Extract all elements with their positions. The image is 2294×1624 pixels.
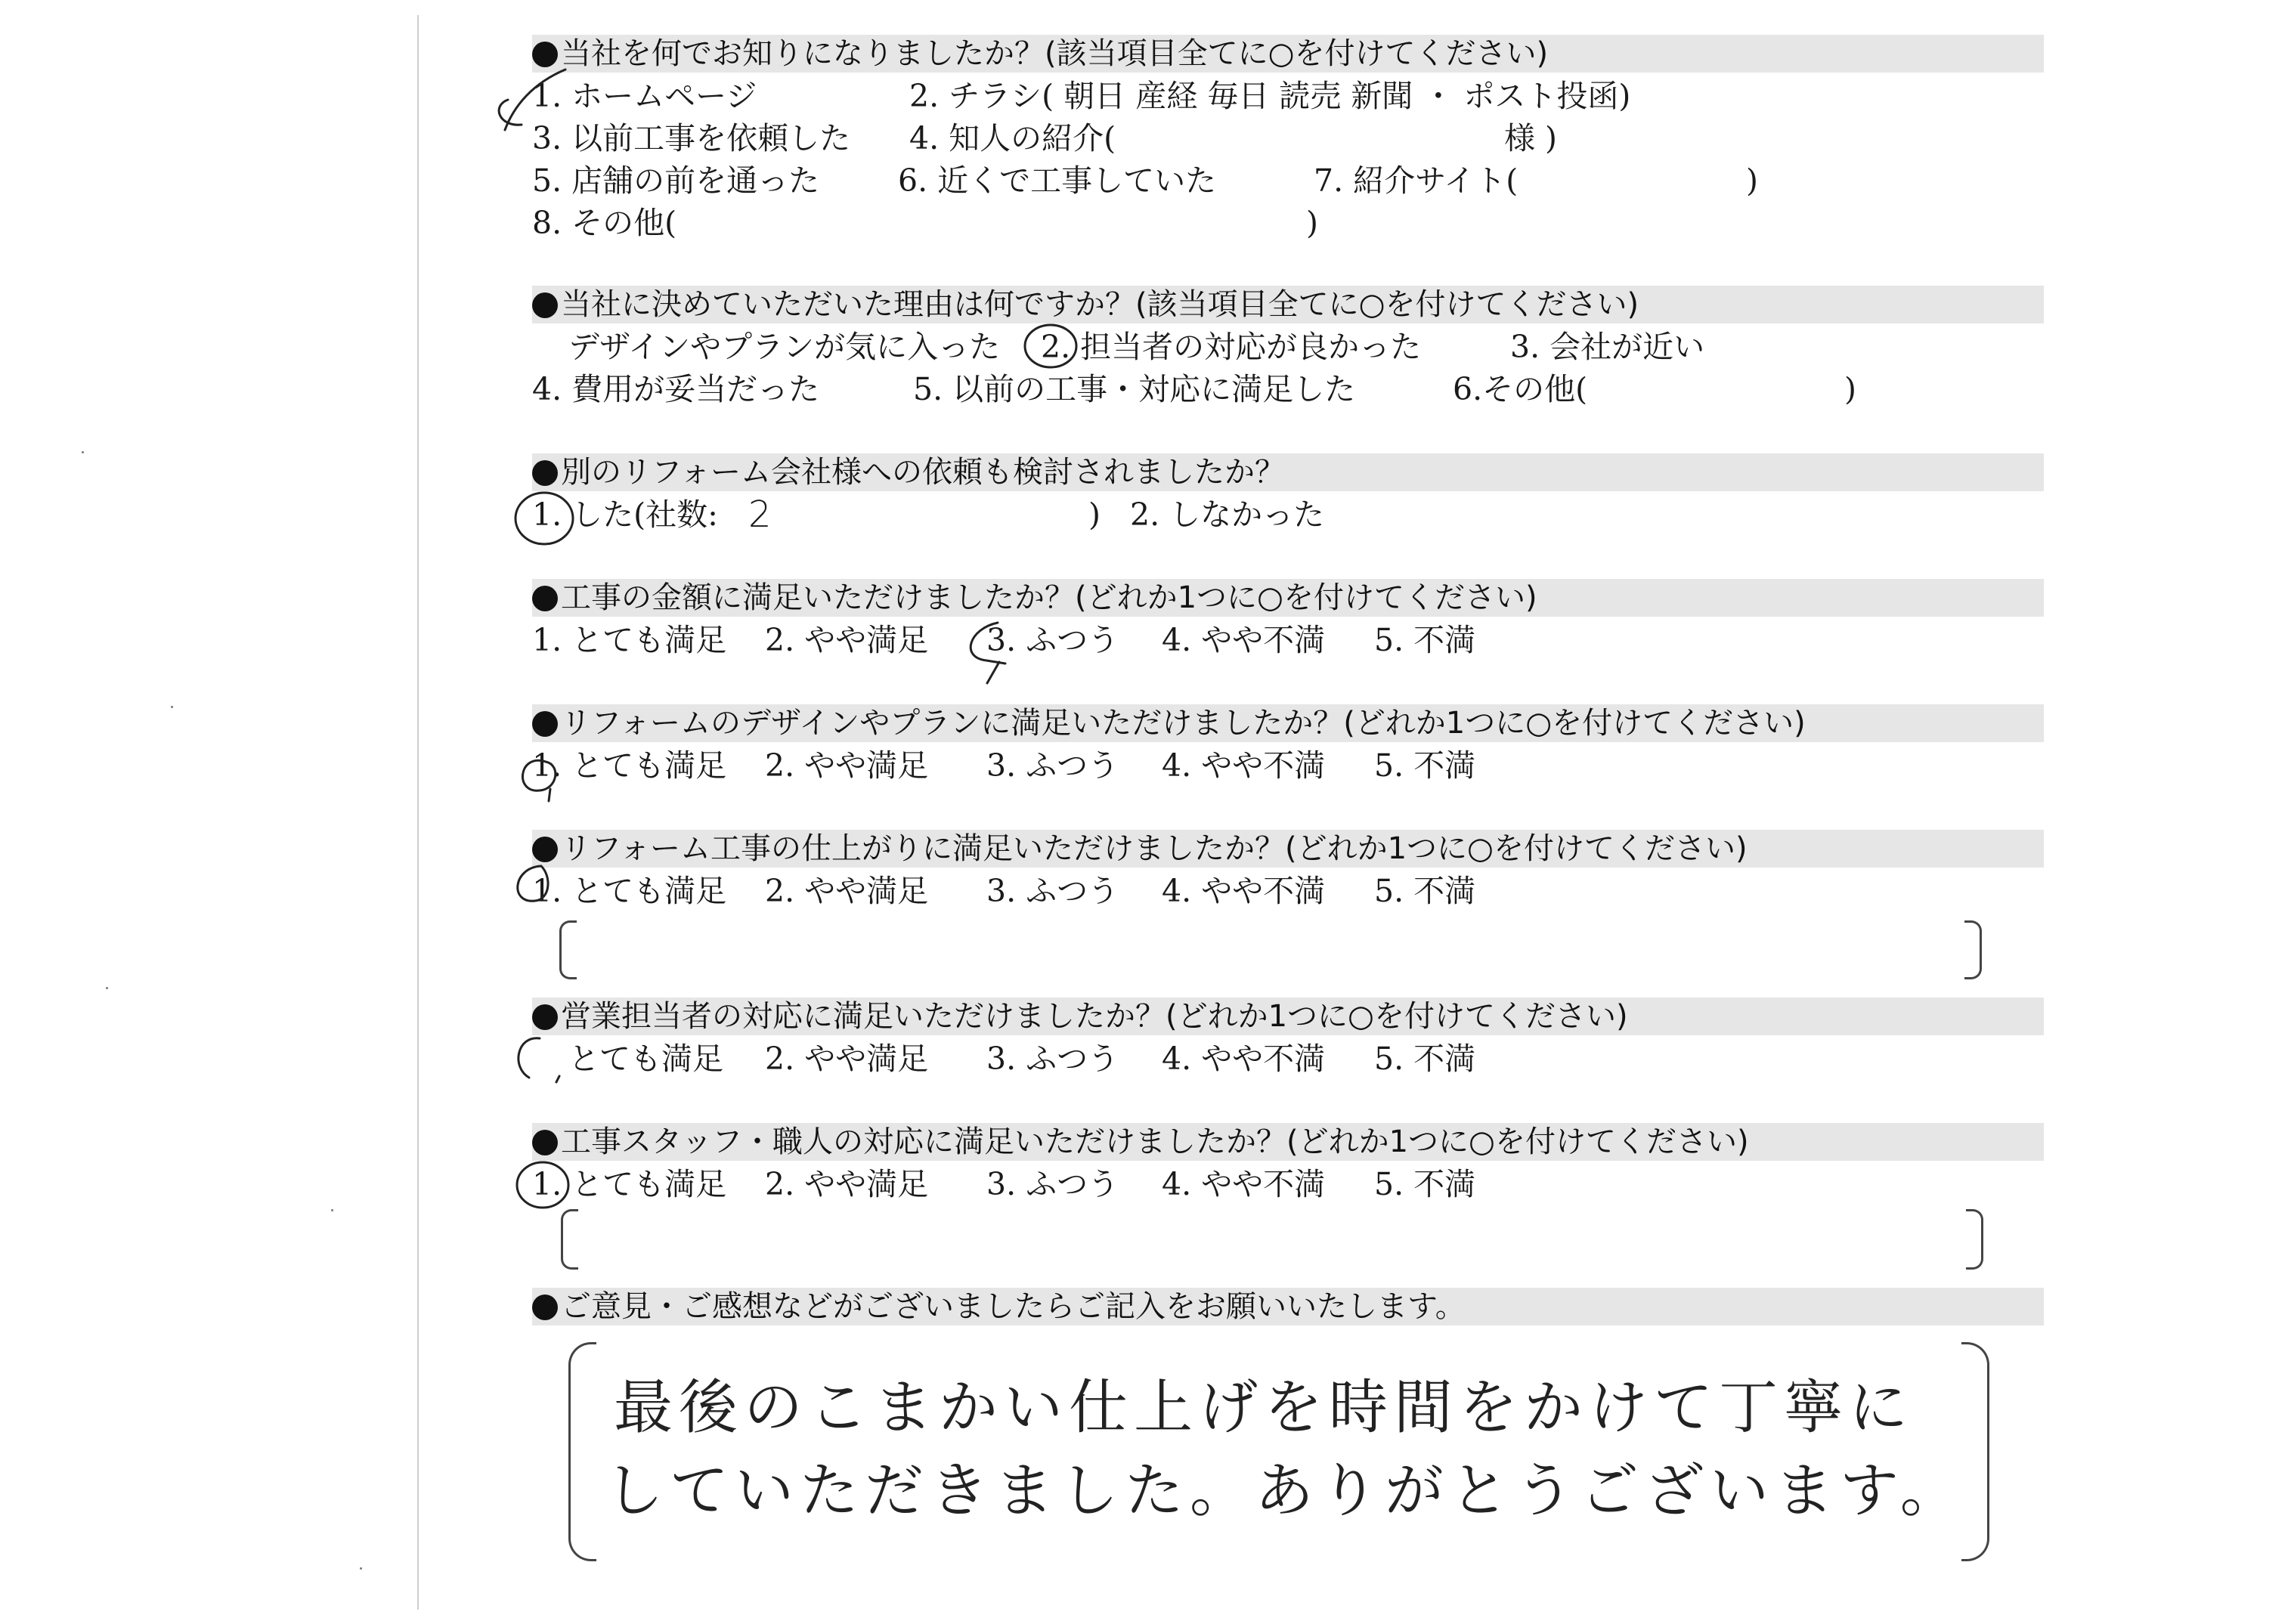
q8-option-5[interactable]: 5. 不満	[1374, 1166, 1476, 1202]
q1-option-flyer[interactable]: 2. チラシ( 朝日 産経 毎日 読売 新聞 ・ ポスト投函)	[909, 78, 1631, 114]
q5-option-2[interactable]: 2. やや満足	[765, 747, 929, 784]
q8-option-1[interactable]: 1. とても満足	[532, 1166, 727, 1202]
q5-option-3[interactable]: 3. ふつう	[986, 747, 1119, 784]
q4-header: 工事の金額に満足いただけましたか？(どれか1つに○を付けてください)	[532, 579, 2044, 617]
q6-option-5[interactable]: 5. 不満	[1374, 873, 1476, 909]
q3-option-yes[interactable]: 1. した(社数:	[532, 496, 718, 533]
q8-header: 工事スタッフ・職人の対応に満足いただけましたか？(どれか1つに○を付けてください)	[532, 1123, 2044, 1161]
q7-header: 営業担当者の対応に満足いただけましたか？(どれか1つに○を付けてください)	[532, 998, 2044, 1035]
q3-paren-close: )	[1088, 496, 1101, 533]
q1-paren-close: )	[1746, 162, 1758, 199]
q2-option-cost[interactable]: 4. 費用が妥当だった	[532, 371, 820, 407]
q7-option-1[interactable]: とても満足	[568, 1041, 723, 1077]
q8-option-4[interactable]: 4. やや不満	[1162, 1166, 1326, 1202]
q6-option-3[interactable]: 3. ふつう	[986, 873, 1119, 909]
q4-option-3[interactable]: 3. ふつう	[986, 622, 1119, 658]
q1-option-referral[interactable]: 4. 知人の紹介(	[909, 120, 1116, 156]
q5-header: リフォームのデザインやプランに満足いただけましたか？(どれか1つに○を付けてください)	[532, 704, 2044, 742]
q3-header: 別のリフォーム会社様への依頼も検討されましたか？	[532, 453, 2044, 491]
q7-circle-mark	[519, 1038, 559, 1082]
q7-option-4[interactable]: 4. やや不満	[1162, 1041, 1326, 1077]
q2-option-close[interactable]: 3. 会社が近い	[1510, 329, 1705, 365]
comments-header: ご意見・ご感想などがございましたらご記入をお願いいたします。	[532, 1288, 2044, 1325]
comment-line-1: 最後のこまかい仕上げを時間をかけて丁寧に	[614, 1374, 1915, 1442]
q2-option-other[interactable]: 6.その他(	[1453, 371, 1588, 407]
q8-circle-mark	[517, 1162, 568, 1208]
q1-option-nearby-work[interactable]: 6. 近くで工事していた	[898, 162, 1217, 199]
q1-option-other[interactable]: 8. その他(	[532, 205, 677, 241]
q2-option-staff[interactable]: 2. 担当者の対応が良かった	[1041, 329, 1422, 365]
q6-option-1[interactable]: 1. とても満足	[532, 873, 727, 909]
q3-company-count[interactable]: 2	[748, 493, 772, 536]
comment-line-2: していただきました。ありがとうございます。	[605, 1457, 1965, 1525]
q2-option-design[interactable]: デザインやプランが気に入った	[568, 329, 1001, 365]
q5-option-5[interactable]: 5. 不満	[1374, 747, 1476, 784]
q2-paren-close: )	[1844, 371, 1856, 407]
q5-option-1[interactable]: 1. とても満足	[532, 747, 727, 784]
q8-option-2[interactable]: 2. やや満足	[765, 1166, 929, 1202]
q4-option-1[interactable]: 1. とても満足	[532, 622, 727, 658]
q7-option-5[interactable]: 5. 不満	[1374, 1041, 1476, 1077]
q1-option-previous-work[interactable]: 3. 以前工事を依頼した	[532, 120, 851, 156]
q1-option-homepage[interactable]: 1. ホームページ	[532, 78, 757, 114]
q4-option-2[interactable]: 2. やや満足	[765, 622, 929, 658]
q6-option-2[interactable]: 2. やや満足	[765, 873, 929, 909]
q1-check-mark	[499, 70, 565, 130]
q4-check-mark	[971, 623, 1005, 683]
q6-option-4[interactable]: 4. やや不満	[1162, 873, 1326, 909]
q8-option-3[interactable]: 3. ふつう	[986, 1166, 1119, 1202]
q1-header: 当社を何でお知りになりましたか？(該当項目全てに○を付けてください)	[532, 35, 2044, 73]
q5-option-4[interactable]: 4. やや不満	[1162, 747, 1326, 784]
q2-option-previous[interactable]: 5. 以前の工事・対応に満足した	[913, 371, 1356, 407]
q1-paren-close: )	[1306, 205, 1318, 241]
q6-header: リフォーム工事の仕上がりに満足いただけましたか？(どれか1つに○を付けてください)	[532, 830, 2044, 868]
q4-option-4[interactable]: 4. やや不満	[1162, 622, 1326, 658]
q7-option-2[interactable]: 2. やや満足	[765, 1041, 929, 1077]
q3-option-no[interactable]: 2. しなかった	[1130, 496, 1325, 533]
q5-circle-mark	[522, 760, 555, 801]
q3-circle-mark	[515, 493, 573, 544]
q1-option-storefront[interactable]: 5. 店舗の前を通った	[532, 162, 820, 199]
q1-referral-suffix: 様 )	[1504, 120, 1558, 156]
q6-circle-mark	[518, 866, 548, 901]
q2-circle-mark	[1025, 325, 1076, 367]
q2-header: 当社に決めていただいた理由は何ですか？(該当項目全てに○を付けてください)	[532, 286, 2044, 323]
q4-option-5[interactable]: 5. 不満	[1374, 622, 1476, 658]
q7-option-3[interactable]: 3. ふつう	[986, 1041, 1119, 1077]
q1-option-referral-site[interactable]: 7. 紹介サイト(	[1314, 162, 1518, 199]
